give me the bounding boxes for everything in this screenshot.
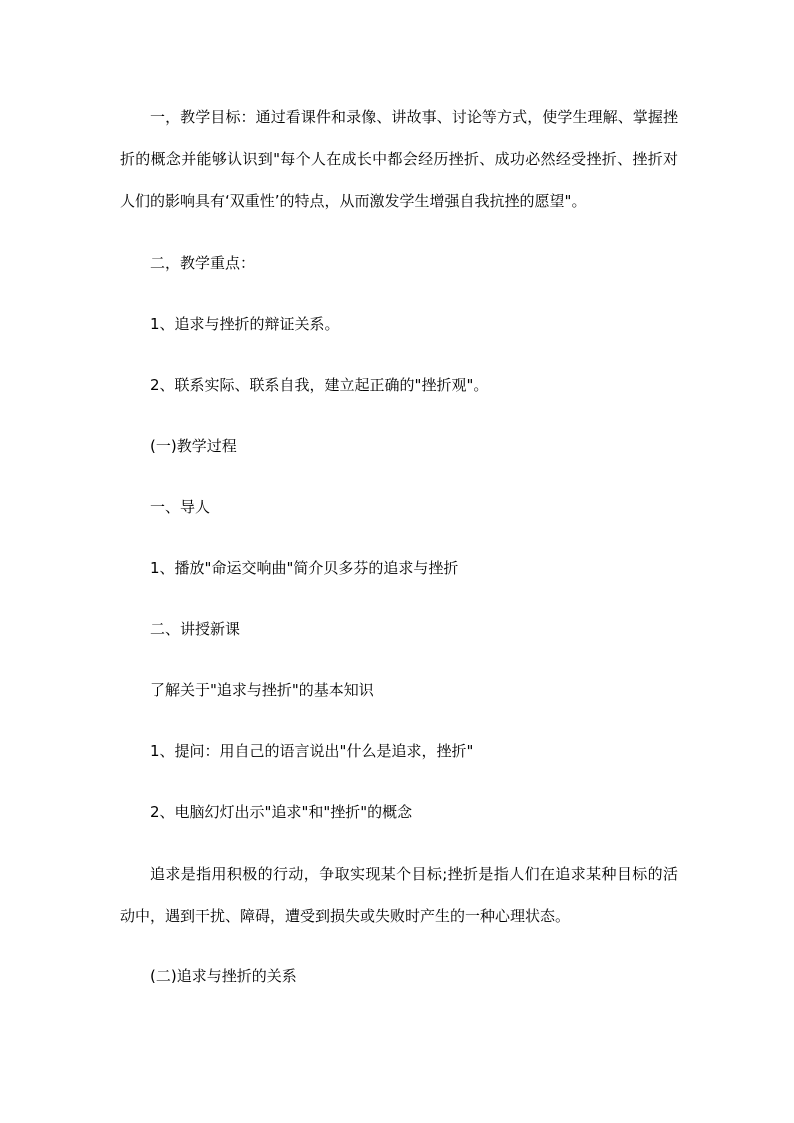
definition-paragraph: 追求是指用积极的行动，争取实现某个目标;挫折是指人们在追求某种目标的活动中，遇到干扰、障碍，遭受到损失或失败时产生的一种心理状态。 xyxy=(120,865,678,925)
basic-knowledge-line: 了解关于"追求与挫折"的基本知识 xyxy=(150,681,374,699)
relationship-heading: (二)追求与挫折的关系 xyxy=(150,967,297,985)
focus-item-2: 2、联系实际、联系自我，建立起正确的"挫折观"。 xyxy=(150,376,489,394)
teaching-goal-paragraph: 一，教学目标：通过看课件和录像、讲故事、讨论等方式，使学生理解、掌握挫折的概念并能够认识到"每个人在成长中都会经历挫折、成功必然经受挫折、挫折对人们的影响具有‘双重性’的特点，从而激发学生增强自我抗挫的愿望"。 xyxy=(120,108,678,210)
process-heading: (一)教学过程 xyxy=(150,437,237,455)
slide-item-2: 2、电脑幻灯出示"追求"和"挫折"的概念 xyxy=(150,803,413,821)
introduction-heading: 一、导人 xyxy=(150,498,211,516)
new-lesson-heading: 二、讲授新课 xyxy=(150,620,241,638)
focus-item-1: 1、追求与挫折的辩证关系。 xyxy=(150,315,340,333)
question-item-1: 1、提问：用自己的语言说出"什么是追求，挫折" xyxy=(150,742,474,760)
introduction-item-1: 1、播放"命运交响曲"简介贝多芬的追求与挫折 xyxy=(150,559,459,577)
teaching-focus-heading: 二，教学重点： xyxy=(150,254,256,272)
